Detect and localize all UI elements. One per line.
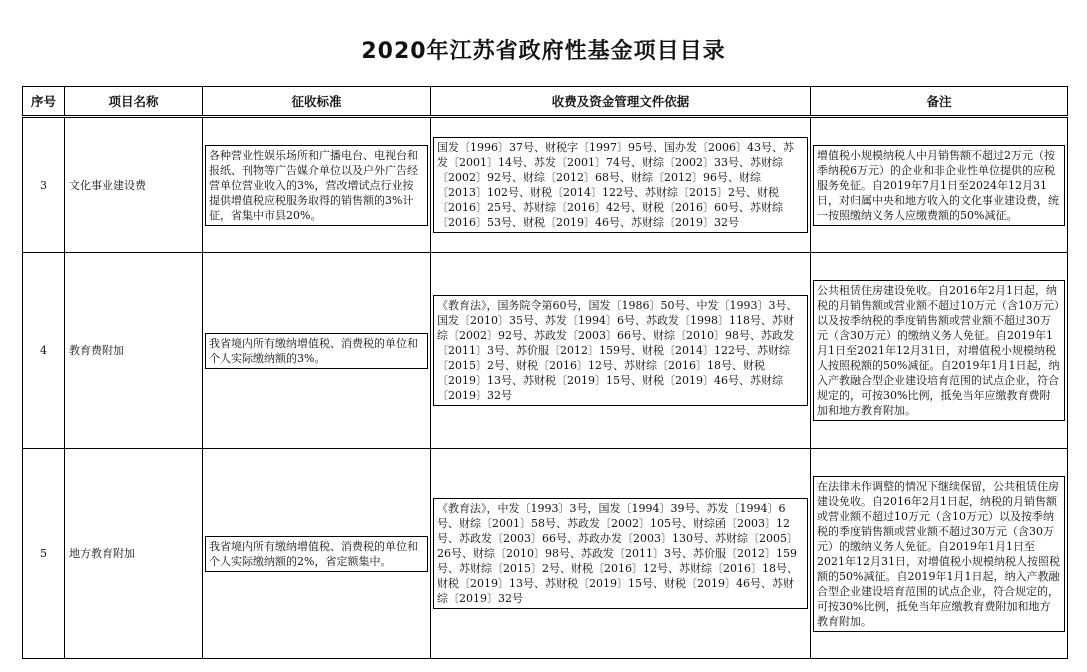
row-remark: 增值税小规模纳税人中月销售额不超过2万元（按季纳税6万元）的企业和非企业性单位提供的应税服务免征。自2019年7月1日至2024年12月31日，对归属中央和地方收入的文化事业建设费，统一按照缴纳义务人应缴费额的50%减征。	[813, 145, 1065, 226]
row-standard: 我省境内所有缴纳增值税、消费税的单位和个人实际缴纳额的3%。	[205, 333, 428, 369]
row-standard-cell	[203, 117, 431, 253]
header-basis: 收费及资金管理文件依据	[431, 87, 811, 117]
row-basis-cell	[431, 117, 811, 253]
fund-table	[22, 86, 1068, 659]
row-serial: 4	[23, 253, 65, 449]
table-row	[23, 253, 1068, 449]
row-serial: 3	[23, 117, 65, 253]
row-remark-cell	[811, 117, 1068, 253]
row-remark: 在法律未作调整的情况下继续保留，公共租赁住房建设免收。自2016年2月1日起，纳税的月销售额或营业额不超过10万元（含10万元）以及按季纳税的季度销售额或营业额不超过30万元（含30万元）的缴纳义务人免征。自2019年1月1日至2021年12月31日，对增值税小规模纳税人按照税额的50%减征。自2019年1月1日起，纳入产教融合型企业建设培育范围的试点企业，符合规定的，可按30%比例，抵免当年应缴教育费附加和地方教育附加。	[813, 476, 1065, 632]
header-serial: 序号	[23, 87, 65, 117]
row-item-name: 地方教育附加	[65, 449, 203, 659]
header-standard: 征收标准	[203, 87, 431, 117]
row-item-name: 教育费附加	[65, 253, 203, 449]
header-item-name: 项目名称	[65, 87, 203, 117]
row-standard: 我省境内所有缴纳增值税、消费税的单位和个人实际缴纳额的2%，省定额集中。	[205, 536, 428, 572]
row-remark-cell	[811, 253, 1068, 449]
row-basis: 《教育法》，国务院令第60号，国发〔1986〕50号、中发〔1993〕3号、国发〔2010〕35号、苏发〔1994〕6号、苏政发〔1998〕118号、苏财综〔2002〕92号、苏政发〔2003〕66号、财综〔2010〕98号、苏政发〔2011〕3号、苏价服〔2012〕159号、财税〔2014〕122号、苏财综〔2015〕2号、财税〔2016〕12号、苏财综〔2016〕18号、财税〔2019〕13号、苏财税〔2019〕15号、财税〔2019〕46号、苏财综〔2019〕32号	[433, 295, 808, 406]
row-remark-cell	[811, 449, 1068, 659]
row-basis: 国发〔1996〕37号、财税字〔1997〕95号、国办发〔2006〕43号、苏发〔2001〕14号、苏发〔2001〕74号、财综〔2002〕33号、苏财综〔2002〕92号、财综〔2012〕68号、财综〔2012〕96号、财综〔2013〕102号、财税〔2014〕122号、苏财综〔2015〕2号、财税〔2016〕25号、苏财综〔2016〕42号、财税〔2016〕60号、苏财综〔2016〕53号、财税〔2019〕46号、苏财综〔2019〕32号	[433, 137, 808, 233]
table-row	[23, 117, 1068, 253]
row-standard: 各种营业性娱乐场所和广播电台、电视台和报纸、刊物等广告媒介单位以及户外广告经营单位营业收入的3%，营改增试点行业按提供增值税应税服务取得的销售额的3%计征，省集中市县20%。	[205, 145, 428, 226]
header-remark: 备注	[811, 87, 1068, 117]
row-remark: 公共租赁住房建设免收。自2016年2月1日起，纳税的月销售额或营业额不超过10万元（含10万元）以及按季纳税的季度销售额或营业额不超过30万元（含30万元）的缴纳义务人免征。自2019年1月1日至2021年12月31日，对增值税小规模纳税人按照税额的50%减征。自2019年1月1日起，纳入产教融合型企业建设培育范围的试点企业，符合规定的，可按30%比例，抵免当年应缴教育费附加和地方教育附加。	[813, 280, 1065, 421]
row-serial: 5	[23, 449, 65, 659]
row-standard-cell	[203, 253, 431, 449]
row-basis-cell	[431, 253, 811, 449]
row-standard-cell	[203, 449, 431, 659]
table-header-row	[23, 87, 1068, 117]
row-item-name: 文化事业建设费	[65, 117, 203, 253]
row-basis: 《教育法》，中发〔1993〕3号，国发〔1994〕39号、苏发〔1994〕6号、财综〔2001〕58号、苏政发〔2002〕105号、财综函〔2003〕12号、苏政发〔2003〕66号、苏政办发〔2003〕130号、苏财综〔2005〕26号、财综〔2010〕98号、苏政发〔2011〕3号、苏价服〔2012〕159号、苏财综〔2015〕2号、财税〔2016〕12号、苏财综〔2016〕18号、财税〔2019〕13号、苏财税〔2019〕15号、财税〔2019〕46号、苏财综〔2019〕32号	[433, 498, 808, 609]
page-title: 2020年江苏省政府性基金项目目录	[361, 39, 726, 64]
row-basis-cell	[431, 449, 811, 659]
table-row	[23, 449, 1068, 659]
